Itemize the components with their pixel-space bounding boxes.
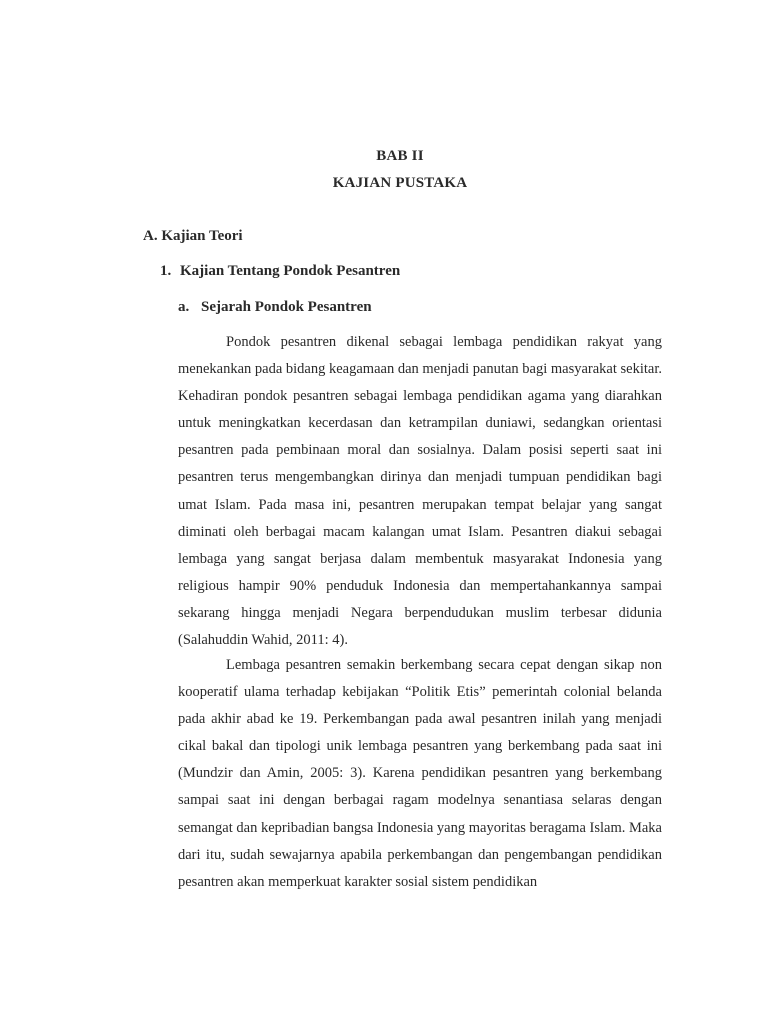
body-paragraph: Pondok pesantren dikenal sebagai lembaga pendidikan rakyat yang menekankan pada bidang keagamaan dan menjadi panutan bagi masyarakat sekitar. Kehadiran pondok pesantren sebagai lembaga pendidikan agama yang diarahkan untuk meningkatkan kecerdasan dan ketrampilan duniawi, sedangkan orientasi pesantren pada pembinaan moral dan sosialnya. Dalam posisi seperti saat ini pesantren terus mengembangkan dirinya dan menjadi tumpuan pendidikan bagi umat Islam. Pada masa ini, pesantren merupakan tempat belajar yang sangat diminati oleh berbagai macam kalangan umat Islam. Pesantren diakui sebagai lembaga yang sangat berjasa dalam membentuk masyarakat Indonesia yang religious hampir 90% penduduk Indonesia dan mempertahankannya sampai sekarang hingga menjadi Negara berpendudukan muslim terbesar didunia (Salahuddin Wahid, 2011: 4). bbox=[178, 334, 662, 649]
subsubsection-number: a. bbox=[178, 299, 190, 315]
chapter-title: KAJIAN PUSTAKA bbox=[332, 175, 468, 191]
subsection-heading bbox=[160, 263, 400, 280]
subsection-title: Kajian Tentang Pondok Pesantren bbox=[180, 263, 401, 279]
section-heading: A. Kajian Teori bbox=[143, 228, 243, 244]
subsection-number: 1. bbox=[160, 263, 172, 279]
body-paragraph: Lembaga pesantren semakin berkembang secara cepat dengan sikap non kooperatif ulama terhadap kebijakan “Politik Etis” pemerintah colonial belanda pada akhir abad ke 19. Perkembangan pada awal pesantren inilah yang menjadi cikal bakal dan tipologi unik lembaga pesantren yang berkembang pada saat ini (Mundzir dan Amin, 2005: 3). Karena pendidikan pesantren yang berkembang sampai saat ini dengan berbagai ragam modelnya senantiasa selaras dengan semangat dan kepribadian bangsa Indonesia yang mayoritas beragama Islam. Maka dari itu, sudah sewajarnya apabila perkembangan dan pengembangan pendidikan pesantren akan memperkuat karakter sosial sistem pendidikan bbox=[178, 657, 662, 890]
subsubsection-heading bbox=[178, 299, 372, 316]
subsubsection-title: Sejarah Pondok Pesantren bbox=[201, 299, 372, 315]
chapter-number: BAB II bbox=[376, 148, 424, 164]
